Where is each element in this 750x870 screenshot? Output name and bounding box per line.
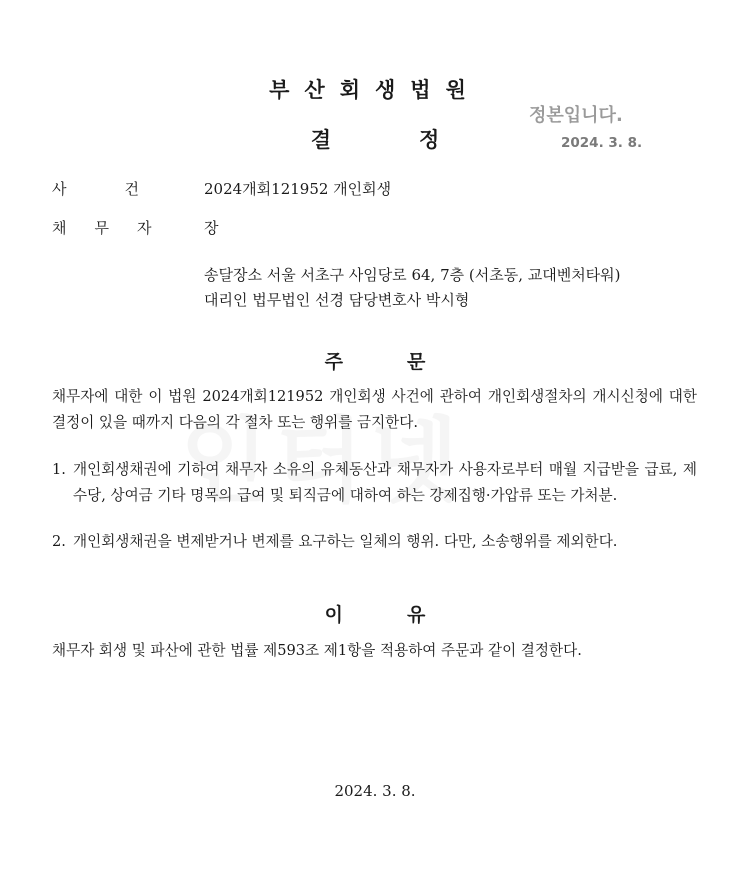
service-address: 송달장소 서울 서초구 사임당로 64, 7층 (서초동, 교대벤처타워) [204, 266, 621, 284]
case-label: 사건 [52, 180, 197, 198]
reason-heading-right: 유 [407, 604, 426, 626]
order-heading-left: 주 [324, 351, 343, 373]
order-heading [0, 347, 750, 374]
case-number: 2024개회121952 개인회생 [204, 180, 392, 198]
reason-heading-left: 이 [324, 604, 343, 626]
order-item [52, 457, 697, 508]
document-title-right: 정 [419, 128, 440, 152]
decision-date: 2024. 3. 8. [334, 782, 416, 800]
court-name: 부산회생법원 [269, 78, 481, 102]
reason-text: 채무자 회생 및 파산에 관한 법률 제593조 제1항을 적용하여 주문과 같이 결정한다. [52, 642, 582, 659]
order-item-text: 개인회생채권에 기하여 채무자 소유의 유체동산과 채무자가 사용자로부터 매월 지급받을 급료, 제수당, 상여금 기타 명목의 급여 및 퇴직금에 대하여 하는 강제집행·가압류 또는 가처분. [73, 461, 697, 504]
document-title-left: 결 [310, 128, 331, 152]
order-intro: 채무자에 대한 이 법원 2024개회121952 개인회생 사건에 관하여 개인회생절차의 개시신청에 대한 결정이 있을 때까지 다음의 각 절차 또는 행위를 금지한다. [52, 388, 697, 431]
debtor-name: 장 [204, 219, 219, 237]
legal-agent: 대리인 법무법인 선경 담당변호사 박시형 [204, 291, 470, 309]
order-item-text: 개인회생채권을 변제받거나 변제를 요구하는 일체의 행위. 다만, 소송행위를 제외한다. [73, 533, 618, 550]
certified-copy-stamp: 정본입니다. [529, 105, 623, 126]
stamp-date: 2024. 3. 8. [561, 135, 643, 151]
order-item-number: 2. [52, 533, 66, 550]
order-heading-right: 문 [407, 351, 426, 373]
reason-heading [0, 600, 750, 627]
debtor-label: 채무자 [52, 219, 180, 237]
order-item-number: 1. [52, 461, 66, 478]
order-item [52, 529, 697, 555]
